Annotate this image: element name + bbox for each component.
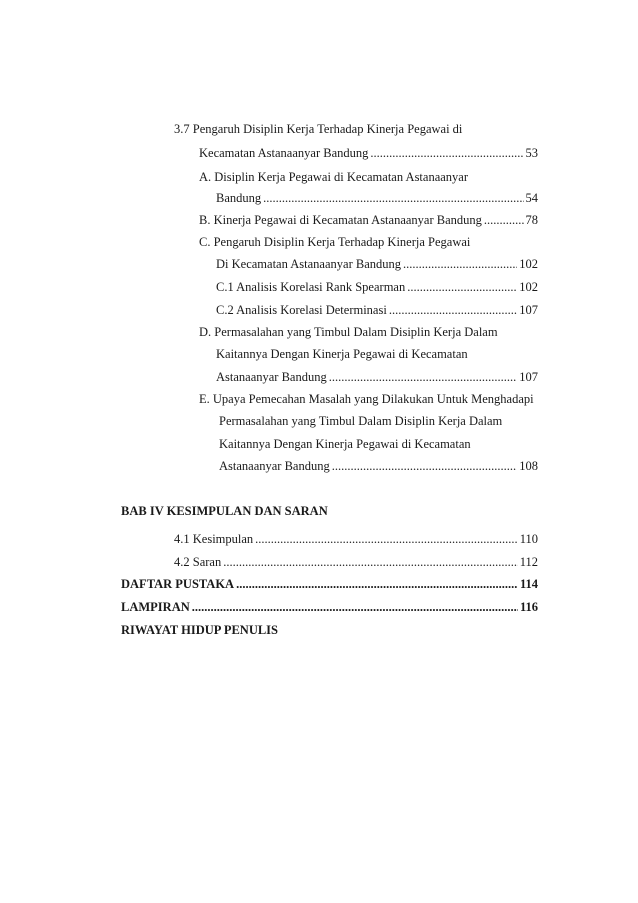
toc-entry-text: LAMPIRAN [121, 600, 190, 614]
toc-entry-text: Astanaanyar Bandung [219, 459, 330, 473]
toc-entry-text: 4.1 Kesimpulan [174, 532, 254, 546]
toc-entry-a-line2 [216, 190, 538, 206]
toc-entry-e-line4 [219, 458, 538, 474]
toc-page-number: 112 [519, 555, 538, 569]
toc-entry-e-line1: E. Upaya Pemecahan Masalah yang Dilakukan Untuk Menghadapi [199, 392, 534, 406]
toc-entry-text: Astanaanyar Bandung [216, 370, 327, 384]
toc-entry-lampiran [121, 599, 538, 615]
toc-entry-text: C.1 Analisis Korelasi Rank Spearman [216, 280, 406, 294]
toc-entry-text: 4.2 Saran [174, 555, 222, 569]
toc-entry-a-line1: A. Disiplin Kerja Pegawai di Kecamatan Astanaanyar [199, 170, 469, 184]
toc-page-number: 53 [525, 146, 538, 160]
toc-entry-text: DAFTAR PUSTAKA [121, 577, 235, 591]
toc-entry-c-line1: C. Pengaruh Disiplin Kerja Terhadap Kinerja Pegawai [199, 235, 471, 249]
toc-page-number: 107 [519, 370, 538, 384]
toc-entry-3-7-line1: 3.7 Pengaruh Disiplin Kerja Terhadap Kinerja Pegawai di [174, 122, 463, 136]
toc-entry-4-1 [174, 531, 538, 547]
toc-entry-daftar-pustaka [121, 576, 538, 592]
toc-entry-3-7-line2 [199, 145, 538, 161]
toc-entry-riwayat-hidup: RIWAYAT HIDUP PENULIS [121, 623, 278, 637]
toc-entry-c2 [216, 302, 538, 318]
toc-entry-text: Bandung [216, 191, 262, 205]
toc-page-number: 114 [519, 577, 538, 591]
toc-page-number: 108 [519, 459, 538, 473]
toc-entry-text: B. Kinerja Pegawai di Kecamatan Astanaanyar Bandung [199, 213, 482, 227]
toc-entry-c-line2 [216, 256, 538, 272]
toc-entry-d-line2: Kaitannya Dengan Kinerja Pegawai di Kecamatan [216, 347, 468, 361]
toc-entry-4-2 [174, 554, 538, 570]
toc-page-number: 102 [519, 257, 538, 271]
toc-page-number: 116 [519, 600, 538, 614]
toc-entry-d-line3 [216, 369, 538, 385]
toc-entry-e-line3: Kaitannya Dengan Kinerja Pegawai di Kecamatan [219, 437, 471, 451]
toc-entry-text: Kecamatan Astanaanyar Bandung [199, 146, 369, 160]
toc-page-number: 54 [525, 191, 538, 205]
toc-page-number: 102 [519, 280, 538, 294]
toc-entry-text: Di Kecamatan Astanaanyar Bandung [216, 257, 402, 271]
toc-entry-b [199, 212, 538, 228]
toc-page-number: 107 [519, 303, 538, 317]
toc-entry-d-line1: D. Permasalahan yang Timbul Dalam Disiplin Kerja Dalam [199, 325, 498, 339]
toc-entry-e-line2: Permasalahan yang Timbul Dalam Disiplin Kerja Dalam [219, 414, 503, 428]
toc-page-number: 110 [519, 532, 538, 546]
toc-entry-c1 [216, 279, 538, 295]
toc-chapter-heading: BAB IV KESIMPULAN DAN SARAN [121, 504, 328, 518]
toc-entry-text: C.2 Analisis Korelasi Determinasi [216, 303, 387, 317]
toc-page-number: 78 [525, 213, 538, 227]
